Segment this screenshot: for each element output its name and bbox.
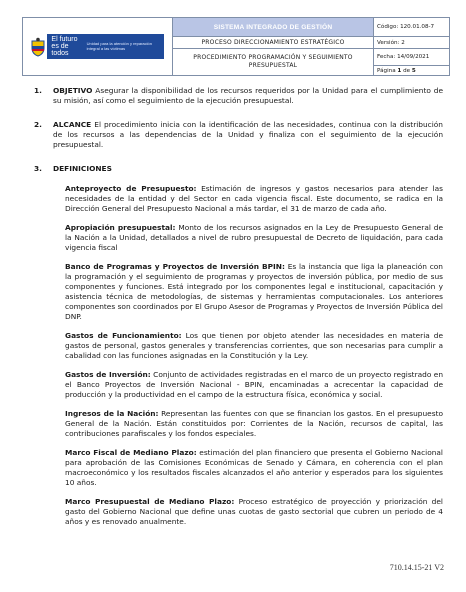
- definition-item: [65, 223, 443, 253]
- definition-text: Representan las fuentes con que se financian los gastos. En el presupuesto General de la Nación. Están constituidos por: Corrientes de la Nación, recursos de capital, las contribuciones parafiscales y los fondos especiales.: [65, 409, 443, 438]
- definition-term: Gastos de Funcionamiento:: [65, 331, 182, 340]
- definition-term: Ingresos de la Nación:: [65, 409, 159, 418]
- definition-text: Estimación de ingresos y gastos necesarios para atender las necesidades de la entidad y del Sector en cada vigencia fiscal. Este documento, se radica en la Dirección General del Presupuesto Nacional a más tardar, el 31 de marzo de cada año.: [65, 184, 444, 213]
- logo-sub-text: Unidad para la atención y reparación integral a las víctimas: [86, 41, 152, 51]
- definition-term: Apropiación presupuestal:: [65, 223, 176, 232]
- definition-item: [65, 262, 443, 322]
- logo-main-text: El futuro es de todos: [51, 36, 78, 57]
- page-of: de: [403, 67, 411, 74]
- definition-text: estimación del plan financiero que presenta el Gobierno Nacional para aprobación de las Comisiones Económicas de Senado y Cámara, en coherencia con el plan macroeconómico y los resultados fiscales alcanzados el año anterior y esperados para los siguientes 10 años.: [65, 448, 443, 487]
- definition-text: Es la instancia que liga la planeación con la programación y el seguimiento de programas y proyectos de inversión pública, por medio de sus componentes y funciones. Está integrado por los componentes legal e institucional, capacitación y asistencia técnica de metodologías, de sistemas y herramientas computacionales. Los anteriores componentes son coordinados por El Grupo Asesor de Programas y Proyectos de Inversión Pública del DNP.: [65, 262, 443, 321]
- process-name: PROCESO DIRECCIONAMIENTO ESTRATÉGICO: [173, 37, 373, 49]
- document-version: Versión: 2: [373, 37, 449, 49]
- section-number: 2.: [34, 120, 42, 129]
- page-prefix: Página: [377, 67, 396, 74]
- definition-item: [65, 497, 443, 527]
- page-total: 5: [411, 67, 416, 74]
- definition-item: [65, 448, 443, 488]
- definition-term: Anteproyecto de Presupuesto:: [65, 184, 197, 193]
- definition-text: Proceso estratégico de proyección y priorización del gasto del Gobierno Nacional que define unas cuotas de gasto sectorial que cubren un periodo de 4 años y es renovado anualmente.: [65, 497, 443, 526]
- definition-term: Banco de Programas y Proyectos de Inversión BPIN:: [65, 262, 285, 271]
- section-objetivo: [34, 86, 443, 106]
- section-title: DEFINICIONES: [53, 164, 112, 173]
- page-number: 1: [397, 67, 402, 74]
- definitions-list: [53, 184, 443, 527]
- section-definiciones: [34, 164, 443, 174]
- section-alcance: [34, 120, 443, 150]
- section-number: 3.: [34, 164, 42, 173]
- document-header: [22, 17, 450, 76]
- definition-term: Marco Presupuestal de Mediano Plazo:: [65, 497, 235, 506]
- section-title: OBJETIVO: [53, 86, 93, 95]
- document-body: [34, 86, 444, 536]
- procedure-name: PROCEDIMIENTO PROGRAMACIÓN Y SEGUIMIENTO PRESUPUESTAL: [193, 54, 353, 69]
- section-text: Asegurar la disponibilidad de los recursos requeridos por la Unidad para el cumplimiento de su misión, así como el seguimiento de la ejecución presupuestal.: [53, 86, 443, 105]
- definition-item: [65, 370, 443, 400]
- definition-term: Gastos de Inversión:: [65, 370, 151, 379]
- section-title: ALCANCE: [53, 120, 92, 129]
- definition-text: Los que tienen por objeto atender las necesidades en materia de gastos de personal, gastos generales y transferencias corrientes, que son necesarias para cumplir a cabalidad con las funciones asignadas en la Constitución y la Ley.: [65, 331, 443, 360]
- section-number: 1.: [34, 86, 42, 95]
- definition-term: Marco Fiscal de Mediano Plazo:: [65, 448, 197, 457]
- definition-text: Monto de los recursos asignados en la Ley de Presupuesto General de la Nación a la Unidad, detallados a nivel de rubro presupuestal de Decreto de liquidación, para cada vigencia fiscal: [65, 223, 444, 252]
- page-indicator: [373, 66, 449, 75]
- document-code: Código: 120.01.08-7: [373, 18, 449, 37]
- definition-text: Conjunto de actividades registradas en el marco de un proyecto registrado en el Banco Proyectos de Inversión Nacional - BPIN, encaminadas a acrecentar la capacidad de producción y la productividad en el campo de la estructura física, económica y social.: [65, 370, 444, 399]
- unidad-logo: [29, 34, 164, 59]
- section-text: El procedimiento inicia con la identificación de las necesidades, continua con la distribución de los recursos a las dependencias de la Unidad y finaliza con el seguimiento de la ejecución presupuestal.: [53, 120, 443, 149]
- logo-cell: [23, 18, 173, 75]
- colombia-crest-icon: [29, 34, 47, 59]
- system-title: SISTEMA INTEGRADO DE GESTIÓN: [173, 18, 373, 37]
- document-date: Fecha: 14/09/2021: [373, 49, 449, 66]
- footer-form-code: 710.14.15-21 V2: [389, 563, 444, 572]
- definition-item: [65, 409, 443, 439]
- definition-item: [65, 184, 443, 214]
- definition-item: [65, 331, 443, 361]
